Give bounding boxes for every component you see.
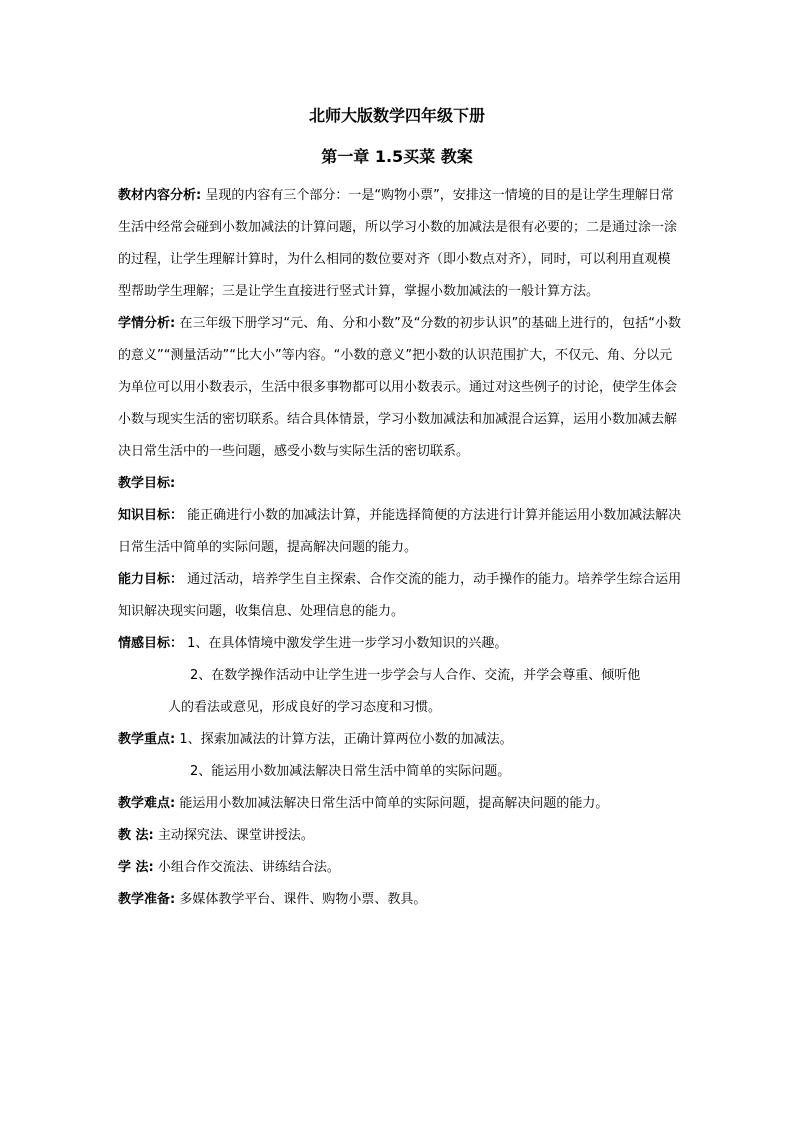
ability-goal-text: 通过活动，培养学生自主探索、合作交流的能力，动手操作的能力。培养学生综合运用知识解决现实问题，收集信息、处理信息的能力。 [118, 572, 682, 619]
learner-analysis-paragraph [118, 308, 682, 468]
teaching-goals-heading [118, 468, 682, 500]
learner-analysis-text: 在三年级下册学习“元、角、分和小数”及“分数的初步认识”的基础上进行的，包括“小数的意义”“测量活动”“比大小”等内容。“小数的意义”把小数的认识范围扩大，不仅元、角、分以元为单位可以用小数表示，生活中很多事物都可以用小数表示。通过对这些例子的讨论，使学生体会小数与现实生活的密切联系。结合具体情景，学习小数加减法和加减混合运算，运用小数加减去解决日常生活中的一些问题，感受小数与实际生活的密切联系。 [118, 316, 682, 459]
learning-method-text: 小组合作交流法、讲练结合法。 [153, 860, 340, 875]
teaching-difficulty-label: 教学难点: [118, 796, 176, 811]
teaching-goals-label: 教学目标: [118, 476, 176, 491]
teaching-key-item-2: 2、能运用小数加减法解决日常生活中简单的实际问题。 [190, 764, 511, 779]
knowledge-goal-text: 能正确进行小数的加减法计算，并能选择简便的方法进行计算并能运用小数加减法解决日常生活中简单的实际问题，提高解决问题的能力。 [118, 508, 682, 555]
learning-method-label: 学 法: [118, 860, 154, 875]
ability-goal-label: 能力目标： [118, 572, 184, 587]
teaching-key-label: 教学重点: [118, 732, 176, 747]
learner-analysis-label: 学情分析: [118, 316, 176, 331]
emotion-goal-label: 情感目标： [118, 636, 184, 651]
document-title: 北师大版数学四年级下册 [308, 106, 485, 125]
material-analysis-label: 教材内容分析: [118, 188, 202, 203]
ability-goal-paragraph [118, 564, 682, 628]
learning-method-paragraph [118, 852, 682, 884]
teaching-difficulty-text: 能运用小数加减法解决日常生活中简单的实际问题，提高解决问题的能力。 [175, 796, 609, 811]
emotion-goal-paragraph [118, 628, 682, 660]
teaching-preparation-label: 教学准备: [118, 892, 176, 907]
teaching-difficulty-paragraph [118, 788, 682, 820]
material-analysis-text: 呈现的内容有三个部分：一是“购物小票”，安排这一情境的目的是让学生理解日常生活中经常会碰到小数加减法的计算问题，所以学习小数的加减法是很有必要的；二是通过涂一涂的过程，让学生理解计算时，为什么相同的数位要对齐（即小数点对齐），同时，可以利用直观模型帮助学生理解；三是让学生直接进行竖式计算，掌握小数加减法的一般计算方法。 [118, 188, 678, 299]
emotion-goal-item-1: 1、在具体情境中激发学生进一步学习小数知识的兴趣。 [183, 636, 508, 651]
teaching-method-text: 主动探究法、课堂讲授法。 [153, 828, 314, 843]
teaching-method-label: 教 法: [118, 828, 154, 843]
emotion-goal-item-2-line-2: 人的看法或意见，形成良好的学习态度和习惯。 [168, 700, 442, 715]
teaching-key-item-1: 1、探索加减法的计算方法，正确计算两位小数的加减法。 [175, 732, 513, 747]
teaching-preparation-paragraph [118, 884, 682, 916]
knowledge-goal-label: 知识目标： [118, 508, 184, 523]
knowledge-goal-paragraph [118, 500, 682, 564]
document-body [118, 180, 682, 916]
teaching-key-paragraph [118, 724, 682, 756]
document-subtitle: 第一章 1.5买菜 教案 [321, 147, 473, 166]
emotion-goal-item-2-line-1: 2、在数学操作活动中让学生进一步学会与人合作、交流，并学会尊重、倾听他 [190, 668, 641, 683]
teaching-preparation-text: 多媒体教学平台、课件、购物小票、教具。 [175, 892, 427, 907]
teaching-method-paragraph [118, 820, 682, 852]
material-analysis-paragraph [118, 180, 682, 308]
